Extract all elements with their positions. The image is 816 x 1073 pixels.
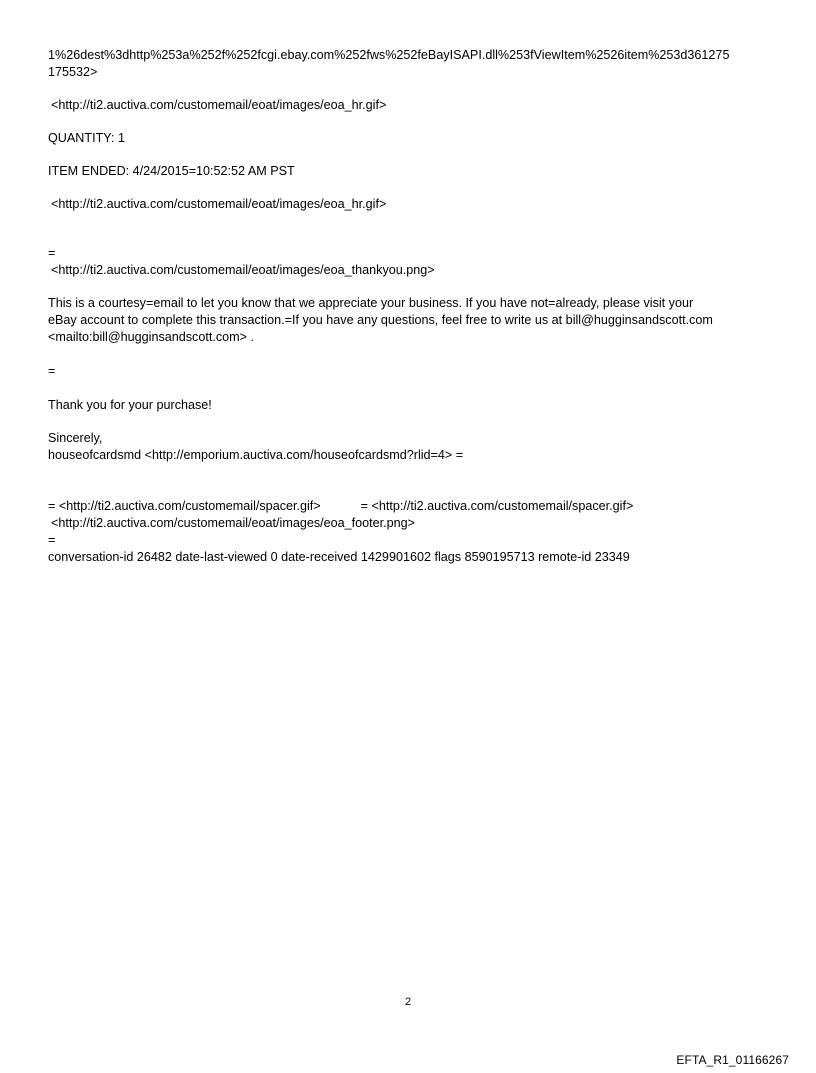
spacer-images-line [48, 498, 778, 515]
spacer-image-reference-left: = <http://ti2.auctiva.com/customemail/spacer.gif> [48, 499, 321, 513]
bates-number: EFTA_R1_01166267 [676, 1053, 789, 1067]
equals-separator-1: = [48, 246, 56, 260]
equals-separator-2: = [48, 364, 56, 378]
courtesy-message-line-2: eBay account to complete this transaction.=If you have any questions, feel free to write us at bill@hugginsandscott.com [48, 313, 713, 327]
thankyou-image-reference: <http://ti2.auctiva.com/customemail/eoat/images/eoa_thankyou.png> [51, 263, 435, 277]
hr-image-reference-1: <http://ti2.auctiva.com/customemail/eoat/images/eoa_hr.gif> [51, 98, 387, 112]
courtesy-message-line-3: <mailto:bill@hugginsandscott.com> . [48, 330, 254, 344]
footer-image-reference: <http://ti2.auctiva.com/customemail/eoat/images/eoa_footer.png> [51, 516, 416, 530]
sincerely-line: Sincerely, [48, 431, 103, 445]
quantity-line: QUANTITY: 1 [48, 131, 125, 145]
url-continuation-line-1: 1%26dest%3dhttp%253a%252f%252fcgi.ebay.com%252fws%252feBayISAPI.dll%253fViewItem%2526item%253d361275 [48, 48, 730, 62]
document-body [48, 47, 778, 566]
url-continuation-line-2: 175532> [48, 65, 98, 79]
thank-you-line: Thank you for your purchase! [48, 398, 212, 412]
page-number: 2 [404, 996, 412, 1008]
metadata-line: conversation-id 26482 date-last-viewed 0 date-received 1429901602 flags 8590195713 remote-id 23349 [48, 550, 630, 564]
courtesy-message-line-1: This is a courtesy=email to let you know that we appreciate your business. If you have not=already, please visit your [48, 296, 694, 310]
spacer-image-reference-right: = <http://ti2.auctiva.com/customemail/spacer.gif> [360, 499, 634, 513]
equals-separator-3: = [48, 533, 56, 547]
signature-line: houseofcardsmd <http://emporium.auctiva.com/houseofcardsmd?rlid=4> = [48, 448, 464, 462]
item-ended-line: ITEM ENDED: 4/24/2015=10:52:52 AM PST [48, 164, 295, 178]
hr-image-reference-2: <http://ti2.auctiva.com/customemail/eoat/images/eoa_hr.gif> [51, 197, 387, 211]
